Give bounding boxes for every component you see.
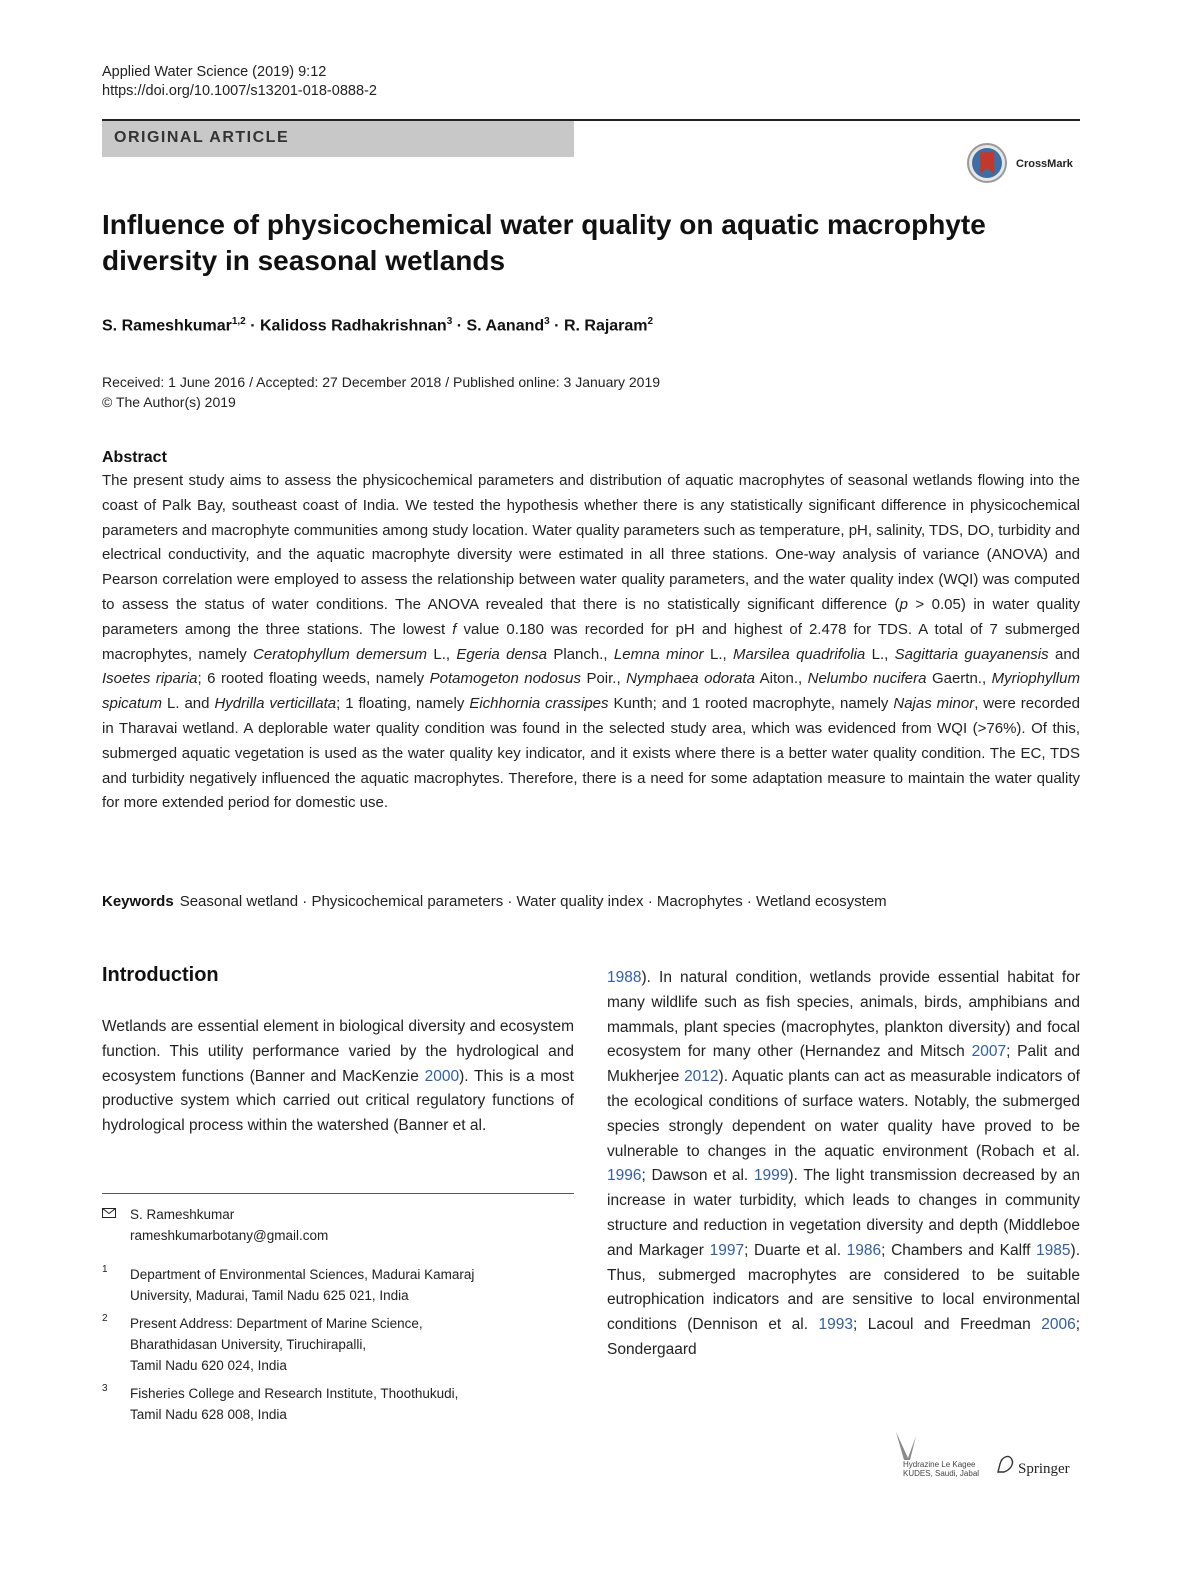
species-name: Potamogeton nodosus	[429, 670, 581, 688]
citation-link[interactable]: 2007	[971, 1043, 1007, 1061]
abstract-italic: f	[452, 620, 457, 638]
affiliation-line: Department of Environmental Sciences, Madurai Kamaraj	[130, 1267, 475, 1282]
affiliation-1	[130, 1264, 570, 1306]
abstract-text: and	[1048, 645, 1081, 663]
copyright-line: © The Author(s) 2019	[102, 394, 236, 410]
citation-link[interactable]: 1985	[1036, 1241, 1071, 1259]
abstract-text: , were recorded in Tharavai wetland. A deplorable water quality condition was found in the selected study area, which was evidenced from WQI (>76%). Of this, submerged aquatic vegetation is used as the water quality key indicator, and it exists where there is a better water quality condition. The EC, TDS and turbidity negatively influenced the aquatic macrophytes. Therefore, there is a need for some adaptation measure to maintain the water quality for more extended period for domestic use.	[102, 695, 1080, 812]
correspondence	[130, 1204, 570, 1246]
species-name: Egeria densa	[456, 645, 547, 663]
affiliation-number: 1	[102, 1264, 108, 1275]
species-name: Hydrilla verticillata	[214, 695, 337, 713]
body-text: ). Aquatic plants can act as measurable indicators of the ecological conditions of surface waters. Notably, the submerged species strongly dependent on water quality have proved to be vulnerable to changes in the aquatic environment (Robach et al.	[607, 1068, 1080, 1160]
species-name: Eichhornia crassipes	[469, 695, 609, 713]
abstract-text: Poir.,	[581, 670, 627, 688]
journal-name: Applied Water Science (2019) 9:12	[102, 64, 327, 80]
journal-doi[interactable]: https://doi.org/10.1007/s13201-018-0888-2	[102, 83, 377, 99]
body-text: ). The light transmission decreased by an increase in water turbidity, which leads to changes in community structure and reduction in vegetation diversity and depth (Middleboe and Markager	[607, 1167, 1081, 1259]
author-name[interactable]: S. Rameshkumar	[102, 317, 232, 335]
body-text: ; Duarte et al.	[744, 1241, 847, 1259]
species-name: Sagittaria guayanensis	[894, 645, 1049, 663]
abstract-text: Gaertn.,	[926, 670, 992, 688]
paper-title: Influence of physicochemical water quality on aquatic macrophyte diversity in seasonal wetlands	[102, 209, 986, 276]
citation-link[interactable]: 1997	[709, 1241, 745, 1259]
citation-link[interactable]: 2006	[1041, 1316, 1076, 1334]
citation-link[interactable]: 1999	[753, 1167, 789, 1185]
affiliation-number: 2	[102, 1313, 108, 1324]
citation-link[interactable]: 2000	[424, 1067, 460, 1085]
affiliation-number: 3	[102, 1383, 108, 1394]
author-name[interactable]: R. Rajaram	[563, 317, 648, 335]
citation-link[interactable]: 1996	[607, 1167, 642, 1185]
keywords-label: Keywords	[102, 893, 174, 910]
abstract-text: Kunth; and 1 rooted macrophyte, namely	[608, 695, 894, 713]
body-text: ; Sondergaard	[607, 1316, 1080, 1358]
affiliation-line: Bharathidasan University, Tiruchirapalli,	[130, 1337, 367, 1352]
species-name: Ceratophyllum demersum	[253, 645, 428, 663]
body-text: ; Dawson et al.	[641, 1167, 754, 1185]
species-name: Nelumbo nucifera	[807, 670, 927, 688]
author-separator: ·	[554, 317, 564, 335]
author-separator: ·	[250, 317, 260, 335]
body-text: ). Thus, submerged macrophytes are considered to be suitable eutrophication indicators and are sensitive to local environmental conditions (Dennison et al.	[607, 1241, 1080, 1334]
introduction-heading: Introduction	[102, 964, 219, 986]
species-name: Lemna minor	[613, 645, 704, 663]
species-name: Nymphaea odorata	[626, 670, 755, 688]
section-banner	[102, 121, 574, 157]
abstract-text: L.,	[427, 645, 457, 663]
intro-right-column	[607, 966, 1080, 1363]
author-separator: ·	[456, 317, 467, 335]
citation-link[interactable]: 2012	[684, 1068, 719, 1086]
abstract-text: L.,	[865, 645, 895, 663]
envelope-icon	[102, 1208, 116, 1218]
history-line: Received: 1 June 2016 / Accepted: 27 December 2018 / Published online: 3 January 2019	[102, 374, 661, 390]
body-text: Wetlands are essential element in biological diversity and ecosystem function. This utility performance varied by the hydrological and ecosystem functions (Banner and MacKenzie	[102, 1018, 574, 1085]
publication-dates	[102, 372, 660, 412]
citation-link[interactable]: 1993	[818, 1316, 853, 1334]
footnote-rule	[102, 1193, 574, 1194]
author-name[interactable]: Kalidoss Radhakrishnan	[259, 317, 447, 335]
abstract-text: L.,	[703, 645, 734, 663]
species-name: Marsilea quadrifolia	[733, 645, 866, 663]
abstract-text: value 0.180 was recorded for pH and highest of 2.478 for TDS. A total of 7 submerged macrophytes, namely	[102, 620, 1080, 663]
citation-link[interactable]: 1988	[607, 969, 642, 986]
abstract-heading: Abstract	[102, 449, 167, 466]
publisher-small-text: Hydrazine Le Kagee KUDES, Saudi, Jabal	[903, 1460, 980, 1478]
author-affiliation: 3	[446, 316, 453, 327]
affiliation-line: University, Madurai, Tamil Nadu 625 021, India	[130, 1288, 409, 1303]
abstract-text: > 0.05) in water quality parameters among the three stations. The lowest	[102, 595, 1080, 638]
section-label: ORIGINAL ARTICLE	[114, 129, 290, 146]
species-name: Myriophyllum spicatum	[102, 670, 1080, 713]
body-text: ). This is a most productive system which carried out critical regulatory functions of hydrological process within the watershed (Banner et al.	[102, 1067, 574, 1135]
affiliation-line: Present Address: Department of Marine Science,	[130, 1316, 423, 1331]
citation-link[interactable]: 1986	[846, 1241, 882, 1259]
species-name: Isoetes riparia	[102, 670, 198, 688]
abstract-text: L. and	[162, 695, 215, 713]
abstract-text: Aiton.,	[755, 670, 808, 688]
journal-header	[102, 63, 377, 101]
body-text: ; Lacoul and Freedman	[852, 1316, 1042, 1334]
body-text: ). In natural condition, wetlands provide essential habitat for many wildlife such as fish species, animals, birds, amphibians and mammals, plant species (macrophytes, plankton diversity) and focal ecosystem for many other (Hernandez and Mitsch	[607, 969, 1080, 1061]
keywords	[102, 893, 1080, 910]
body-text: ; Palit and Mukherjee	[607, 1043, 1080, 1086]
crossmark-label: CrossMark	[1016, 158, 1073, 170]
affiliation-line: Tamil Nadu 628 008, India	[130, 1407, 287, 1422]
affiliation-2	[130, 1313, 570, 1376]
affiliation-3	[130, 1383, 570, 1425]
author-list	[102, 316, 1082, 335]
abstract-body	[102, 469, 1080, 816]
abstract-text: Planch.,	[547, 645, 614, 663]
intro-left-column	[102, 1015, 574, 1139]
affiliation-line: Fisheries College and Research Institute, Thoothukudi,	[130, 1386, 459, 1401]
author-affiliation: 3	[544, 316, 550, 327]
keywords-list: Seasonal wetland · Physicochemical parameters · Water quality index · Macrophytes · Wetland ecosystem	[179, 893, 887, 910]
springer-wordmark: Springer	[1018, 1461, 1070, 1477]
author-affiliation: 2	[647, 316, 654, 327]
species-name: Najas minor	[893, 695, 975, 713]
correspondent-name: S. Rameshkumar	[130, 1207, 235, 1222]
affiliation-line: Tamil Nadu 620 024, India	[130, 1358, 287, 1373]
chevron-logo-icon	[896, 1432, 916, 1460]
body-text: ; Chambers and Kalff	[881, 1241, 1037, 1259]
abstract-italic: p	[899, 595, 908, 613]
abstract-text: ; 1 floating, namely	[336, 695, 470, 713]
abstract-text: ; 6 rooted floating weeds, namely	[197, 670, 430, 688]
abstract-text: The present study aims to assess the physicochemical parameters and distribution of aquatic macrophytes of seasonal wetlands flowing into the coast of Palk Bay, southeast coast of India. We tested the hypothesis whether there is any statistically significant difference in physicochemical parameters and macrophyte communities among study location. Water quality parameters such as temperature, pH, salinity, TDS, DO, turbidity and electrical conductivity, and the aquatic macrophyte diversity were estimated in all three stations. One-way analysis of variance (ANOVA) and Pearson correlation were employed to assess the relationship between water quality parameters, and the water quality index (WQI) was computed to assess the status of water conditions. The ANOVA revealed that there is no statistically significant difference (	[102, 472, 1080, 613]
author-affiliation: 1,2	[231, 316, 246, 327]
correspondent-email[interactable]: rameshkumarbotany@gmail.com	[130, 1228, 329, 1243]
author-name[interactable]: S. Aanand	[466, 317, 545, 335]
